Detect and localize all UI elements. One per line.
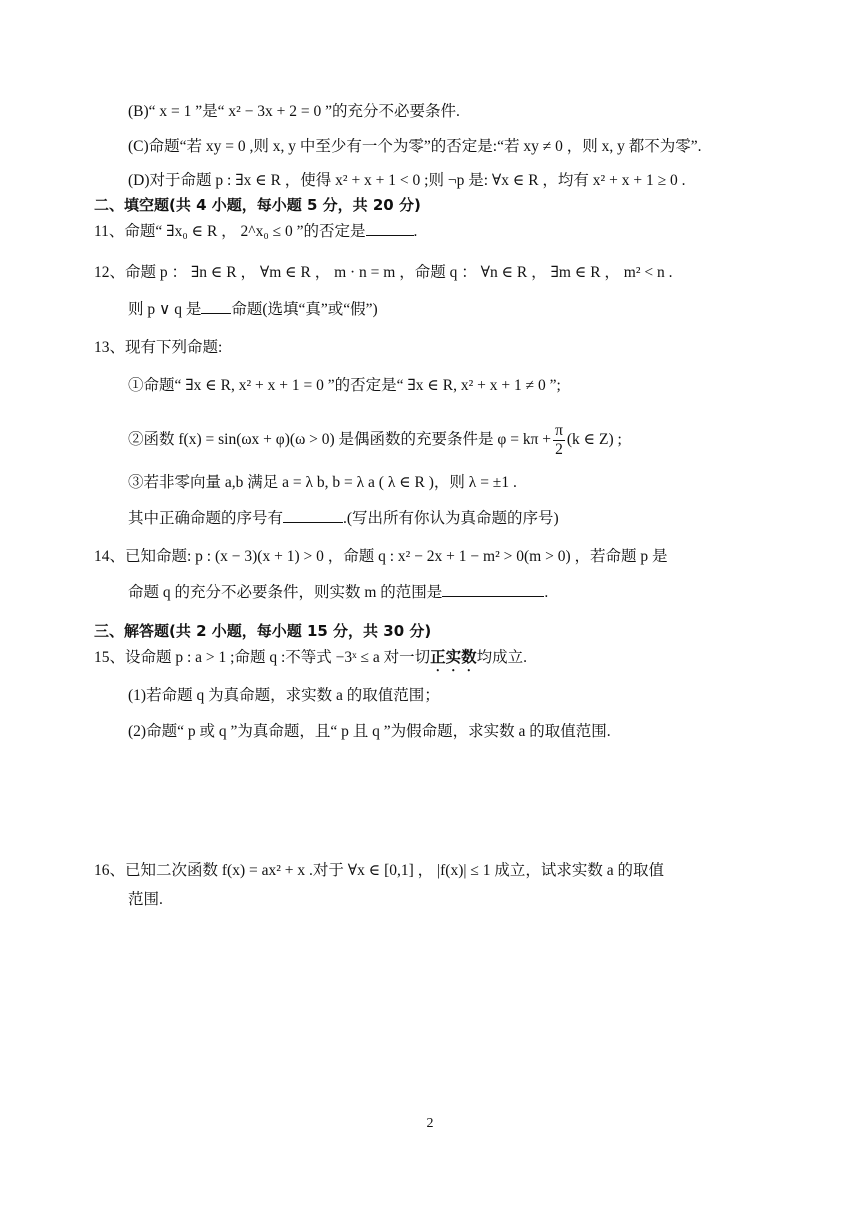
q13-answer-line [128,508,559,530]
q15-end: 均成立. [476,649,528,666]
q11-blank [366,221,414,236]
q13-item-2-text: ②函数 f(x) = sin(ωx + φ)(ω > 0) 是偶函数的充要条件是 φ = kπ + [128,431,552,449]
question-11 [94,221,417,243]
q15-part-2: (2)命题“ p 或 q ”为真命题，且“ p 且 q ”为假命题，求实数 a 的取值范围. [128,723,611,740]
question-16-line2: 范围. [128,891,163,908]
q13-item-2 [128,422,622,459]
q13-answer-text: 其中正确命题的序号有 [128,510,284,527]
page-number: 2 [426,1116,434,1131]
section-2-heading: 二、填空题(共 4 小题，每小题 5 分，共 20 分) [94,196,421,214]
line-d: (D)对于命题 p : ∃x ∈ R ，使得 x² + x + 1 < 0 ;则 ¬p 是: ∀x ∈ R ，均有 x² + x + 1 ≥ 0 . [128,172,686,189]
q12-text: 则 p ∨ q 是 [128,301,202,318]
q15-part-1: (1)若命题 q 为真命题，求实数 a 的取值范围； [128,687,440,704]
q12-end: 命题(选填“真”或“假”) [231,301,378,318]
line-c: (C)命题“若 xy = 0 ,则 x, y 中至少有一个为零”的否定是:“若 xy ≠ 0 ，则 x, y 都不为零”. [128,138,702,155]
q13-item-3: ③若非零向量 a,b 满足 a = λ b, b = λ a ( λ ∈ R )，则 λ = ±1 . [128,474,517,491]
question-12-line1: 12、命题 p ： ∃n ∈ R ， ∀m ∈ R ， m · n = m ，命题 q ： ∀n ∈ R ， ∃m ∈ R ， m² < n . [94,264,673,281]
q15-text: 15、设命题 p : a > 1 ;命题 q :不等式 −3ˣ ≤ a 对一切 [94,649,431,666]
question-14-line1: 14、已知命题: p : (x − 3)(x + 1) > 0 ，命题 q : x² − 2x + 1 − m² > 0(m > 0) ，若命题 p 是 [94,548,668,565]
pi-over-2-fraction [553,422,565,459]
q11-text: 11、命题“ ∃x₀ ∈ R ， 2^x₀ ≤ 0 ”的否定是 [94,223,366,240]
q14-blank [442,582,544,597]
line-b: (B)“ x = 1 ”是“ x² − 3x + 2 = 0 ”的充分不必要条件. [128,103,460,120]
question-13: 13、现有下列命题: [94,339,223,356]
question-12-line2 [128,299,378,321]
fraction-numerator: π [555,422,563,439]
question-16-line1: 16、已知二次函数 f(x) = ax² + x .对于 ∀x ∈ [0,1] ， |f(x)| ≤ 1 成立，试求实数 a 的取值 [94,862,664,879]
q12-blank [201,299,231,314]
q14-end: . [544,584,549,601]
q15-emphasis: 正实数 [430,649,477,666]
q14-text: 命题 q 的充分不必要条件，则实数 m 的范围是 [128,584,443,601]
q13-item-2-end: (k ∈ Z) ; [566,431,622,449]
question-14-line2 [128,582,548,604]
q11-end: . [413,223,418,240]
q13-answer-end: .(写出所有你认为真命题的序号) [343,510,559,527]
question-15 [94,647,527,675]
q13-blank [283,508,343,523]
q13-item-1: ①命题“ ∃x ∈ R, x² + x + 1 = 0 ”的否定是“ ∃x ∈ R, x² + x + 1 ≠ 0 ”; [128,377,561,394]
section-3-heading: 三、解答题(共 2 小题，每小题 15 分，共 30 分) [94,622,432,640]
fraction-denominator: 2 [555,441,563,458]
